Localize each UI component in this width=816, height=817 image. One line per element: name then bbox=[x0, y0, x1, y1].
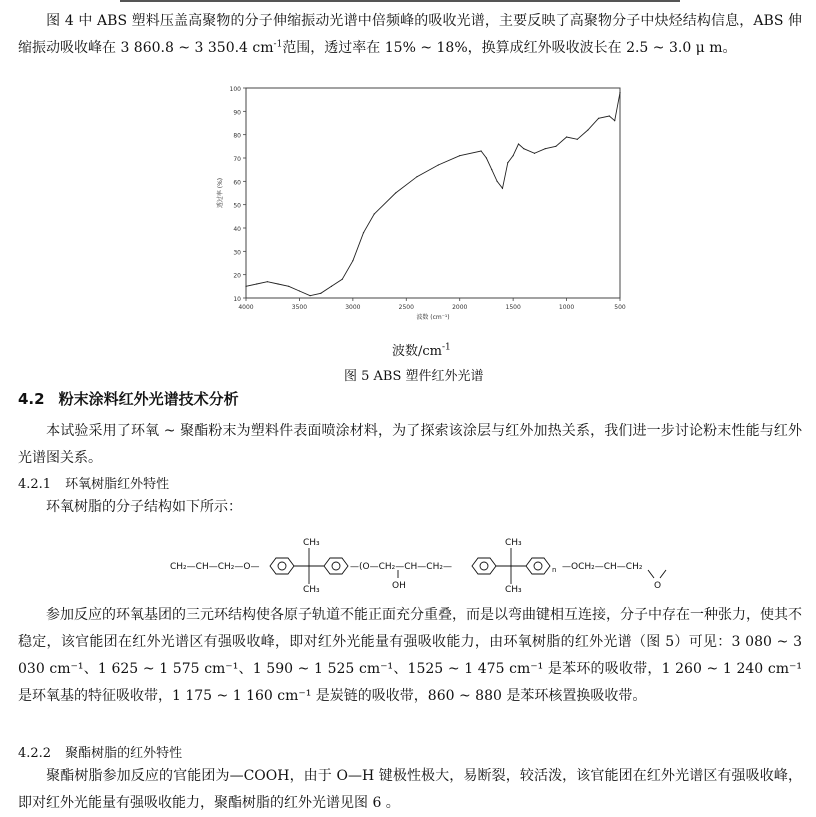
x-tick-label: 4000 bbox=[238, 304, 254, 311]
spectrum-point bbox=[609, 115, 610, 116]
spectrum-point bbox=[438, 164, 439, 165]
paragraph-text-tail: 范围，透过率在 15% ~ 18%，换算成红外吸收波长在 2.5 ~ 3.0 μ m。 bbox=[282, 40, 737, 56]
spectrum-point bbox=[502, 188, 503, 189]
structure-oh: OH bbox=[392, 581, 406, 591]
y-tick-label: 20 bbox=[233, 272, 241, 280]
spectrum-point bbox=[374, 213, 375, 214]
structure-ch3-top-2: CH₃ bbox=[505, 538, 522, 548]
spectrum-point bbox=[320, 293, 321, 294]
ir-spectrum-figure bbox=[208, 82, 628, 322]
benzene-ring-3 bbox=[472, 558, 496, 574]
figure-xlabel-sup: -1 bbox=[442, 342, 451, 353]
y-tick-label: 50 bbox=[233, 202, 241, 210]
section-title: 环氧树脂红外特性 bbox=[65, 477, 170, 492]
y-tick-label: 90 bbox=[233, 109, 241, 117]
section-number: 4.2 bbox=[18, 390, 45, 408]
header-rule bbox=[120, 0, 680, 2]
structure-end-chain: —OCH₂—CH—CH₂ bbox=[562, 562, 643, 572]
epoxy-molecular-structure bbox=[170, 532, 690, 594]
structure-n: n bbox=[552, 566, 557, 574]
spectrum-point bbox=[619, 92, 620, 93]
benzene-ring-1-inner bbox=[278, 562, 286, 570]
spectrum-point bbox=[416, 176, 417, 177]
x-tick-label: 1500 bbox=[505, 304, 521, 311]
spectrum-line bbox=[246, 93, 620, 296]
paragraph-epoxy-analysis bbox=[18, 602, 802, 710]
spectrum-point bbox=[491, 169, 492, 170]
x-tick-label: 3000 bbox=[345, 304, 361, 311]
section-number: 4.2.1 bbox=[18, 477, 52, 492]
spectrum-point bbox=[277, 283, 278, 284]
spectrum-point bbox=[480, 150, 481, 151]
structure-ch3-bottom-2: CH₃ bbox=[505, 585, 522, 594]
spectrum-point bbox=[342, 279, 343, 280]
ir-spectrum-chart bbox=[208, 82, 628, 322]
x-tick-label: 500 bbox=[614, 304, 626, 311]
x-axis-label: 波数 (cm⁻¹) bbox=[416, 314, 450, 321]
x-tick-label: 3500 bbox=[291, 304, 308, 311]
spectrum-point bbox=[310, 295, 311, 296]
section-number: 4.2.2 bbox=[18, 746, 52, 761]
figure-caption: 图 5 ABS 塑件红外光谱 bbox=[344, 369, 484, 384]
spectrum-point bbox=[523, 148, 524, 149]
benzene-ring-2 bbox=[324, 558, 348, 574]
spectrum-point bbox=[598, 118, 599, 119]
spectrum-point bbox=[331, 286, 332, 287]
spectrum-point bbox=[245, 286, 246, 287]
spectrum-point bbox=[288, 286, 289, 287]
y-tick-label: 10 bbox=[233, 296, 241, 303]
spectrum-point bbox=[486, 157, 487, 158]
y-tick-label: 70 bbox=[233, 156, 241, 163]
plot-frame bbox=[246, 88, 620, 298]
x-tick-label: 2500 bbox=[398, 304, 414, 311]
structure-mid-chain: —(O—CH₂—CH—CH₂— bbox=[350, 562, 452, 572]
benzene-ring-1 bbox=[270, 558, 294, 574]
section-heading-4-2 bbox=[18, 388, 239, 409]
spectrum-point bbox=[513, 155, 514, 156]
structure-ch3-top-1: CH₃ bbox=[303, 538, 320, 548]
spectrum-point bbox=[577, 139, 578, 140]
y-tick-label: 100 bbox=[229, 86, 241, 93]
paragraph-abs-absorption bbox=[18, 8, 802, 62]
spectrum-point bbox=[587, 129, 588, 130]
paragraph-text: 聚酯树脂参加反应的官能团为—COOH，由于 O—H 键极性极大，易断裂，较活泼，该官能团在红外光谱区有强吸收峰，即对红外光能量有强吸收能力，聚酯树脂的红外光谱见图 6 。 bbox=[18, 768, 802, 811]
y-tick-label: 60 bbox=[233, 179, 241, 187]
spectrum-point bbox=[299, 290, 300, 291]
structure-ch3-bottom-1: CH₃ bbox=[303, 585, 320, 594]
spectrum-point bbox=[352, 260, 353, 261]
paragraph-structure-intro bbox=[18, 494, 802, 521]
section-title: 聚酯树脂的红外特性 bbox=[65, 746, 183, 761]
y-axis-label: 透过率 (%) bbox=[217, 177, 224, 209]
spectrum-point bbox=[566, 136, 567, 137]
section-title: 粉末涂料红外光谱技术分析 bbox=[58, 390, 239, 408]
spectrum-point bbox=[555, 146, 556, 147]
spectrum-point bbox=[459, 155, 460, 156]
spectrum-point bbox=[395, 192, 396, 193]
structure-drawing bbox=[170, 532, 690, 594]
benzene-ring-4-inner bbox=[534, 562, 542, 570]
paragraph-polyester bbox=[18, 763, 802, 817]
structure-epoxy-o: O bbox=[654, 581, 662, 591]
paragraph-powder bbox=[18, 418, 802, 472]
spectrum-point bbox=[256, 283, 257, 284]
figure-xlabel bbox=[392, 340, 451, 359]
x-tick-label: 1000 bbox=[558, 304, 575, 311]
spectrum-point bbox=[518, 143, 519, 144]
paragraph-text: 环氧树脂的分子结构如下所示： bbox=[46, 499, 242, 515]
x-tick-label: 2000 bbox=[452, 304, 468, 311]
section-heading-4-2-1 bbox=[18, 473, 169, 492]
spectrum-point bbox=[614, 120, 615, 121]
section-heading-4-2-2 bbox=[18, 742, 182, 761]
spectrum-point bbox=[363, 232, 364, 233]
spectrum-point bbox=[267, 281, 268, 282]
benzene-ring-2-inner bbox=[332, 562, 340, 570]
y-tick-label: 40 bbox=[233, 226, 241, 233]
spectrum-point bbox=[545, 148, 546, 149]
paragraph-text: 参加反应的环氧基团的三元环结构使各原子轨道不能正面充分重叠，而是以弯曲键相互连接，分子中存在一种张力，使其不稳定，该官能团在红外光谱区有强吸收峰，即对红外光能量有强吸收能力，由环氧树脂的红外光谱（图 5）可见：3 080 ~ 3 030 cm⁻¹、1 625 ~ 1 575 cm⁻¹、1 590 ~ 1 525 cm⁻¹、1525 ~ 1 475 cm⁻¹ 是苯环的吸收带，1 260 ~ 1 240 cm⁻¹ 是环氧基的特征吸收带，1 175 ~ 1 160 cm⁻¹ 是炭链的吸收带，860 ~ 880 是苯环核置换吸收带。 bbox=[18, 607, 802, 704]
superscript: -1 bbox=[273, 39, 283, 50]
paragraph-text: 本试验采用了环氧 ~ 聚酯粉末为塑料件表面喷涂材料，为了探索该涂层与红外加热关系，我们进一步讨论粉末性能与红外光谱图关系。 bbox=[18, 423, 802, 466]
figure-xlabel-text: 波数/cm bbox=[392, 344, 442, 359]
y-tick-label: 30 bbox=[233, 249, 241, 257]
benzene-ring-4 bbox=[526, 558, 550, 574]
paragraph-text: 图 4 中 ABS 塑料压盖高聚物的分子伸缩振动光谱中倍频峰的吸收光谱，主要反映了高聚物分子中炔烃结构信息，ABS 伸缩振动吸收峰在 3 860.8 ~ 3 350.4 cm bbox=[18, 13, 802, 56]
spectrum-point bbox=[497, 181, 498, 182]
benzene-ring-3-inner bbox=[480, 562, 488, 570]
y-tick-label: 80 bbox=[233, 132, 241, 140]
structure-chain-start: CH₂—CH—CH₂—O— bbox=[170, 562, 260, 572]
spectrum-point bbox=[507, 162, 508, 163]
spectrum-point bbox=[534, 153, 535, 154]
